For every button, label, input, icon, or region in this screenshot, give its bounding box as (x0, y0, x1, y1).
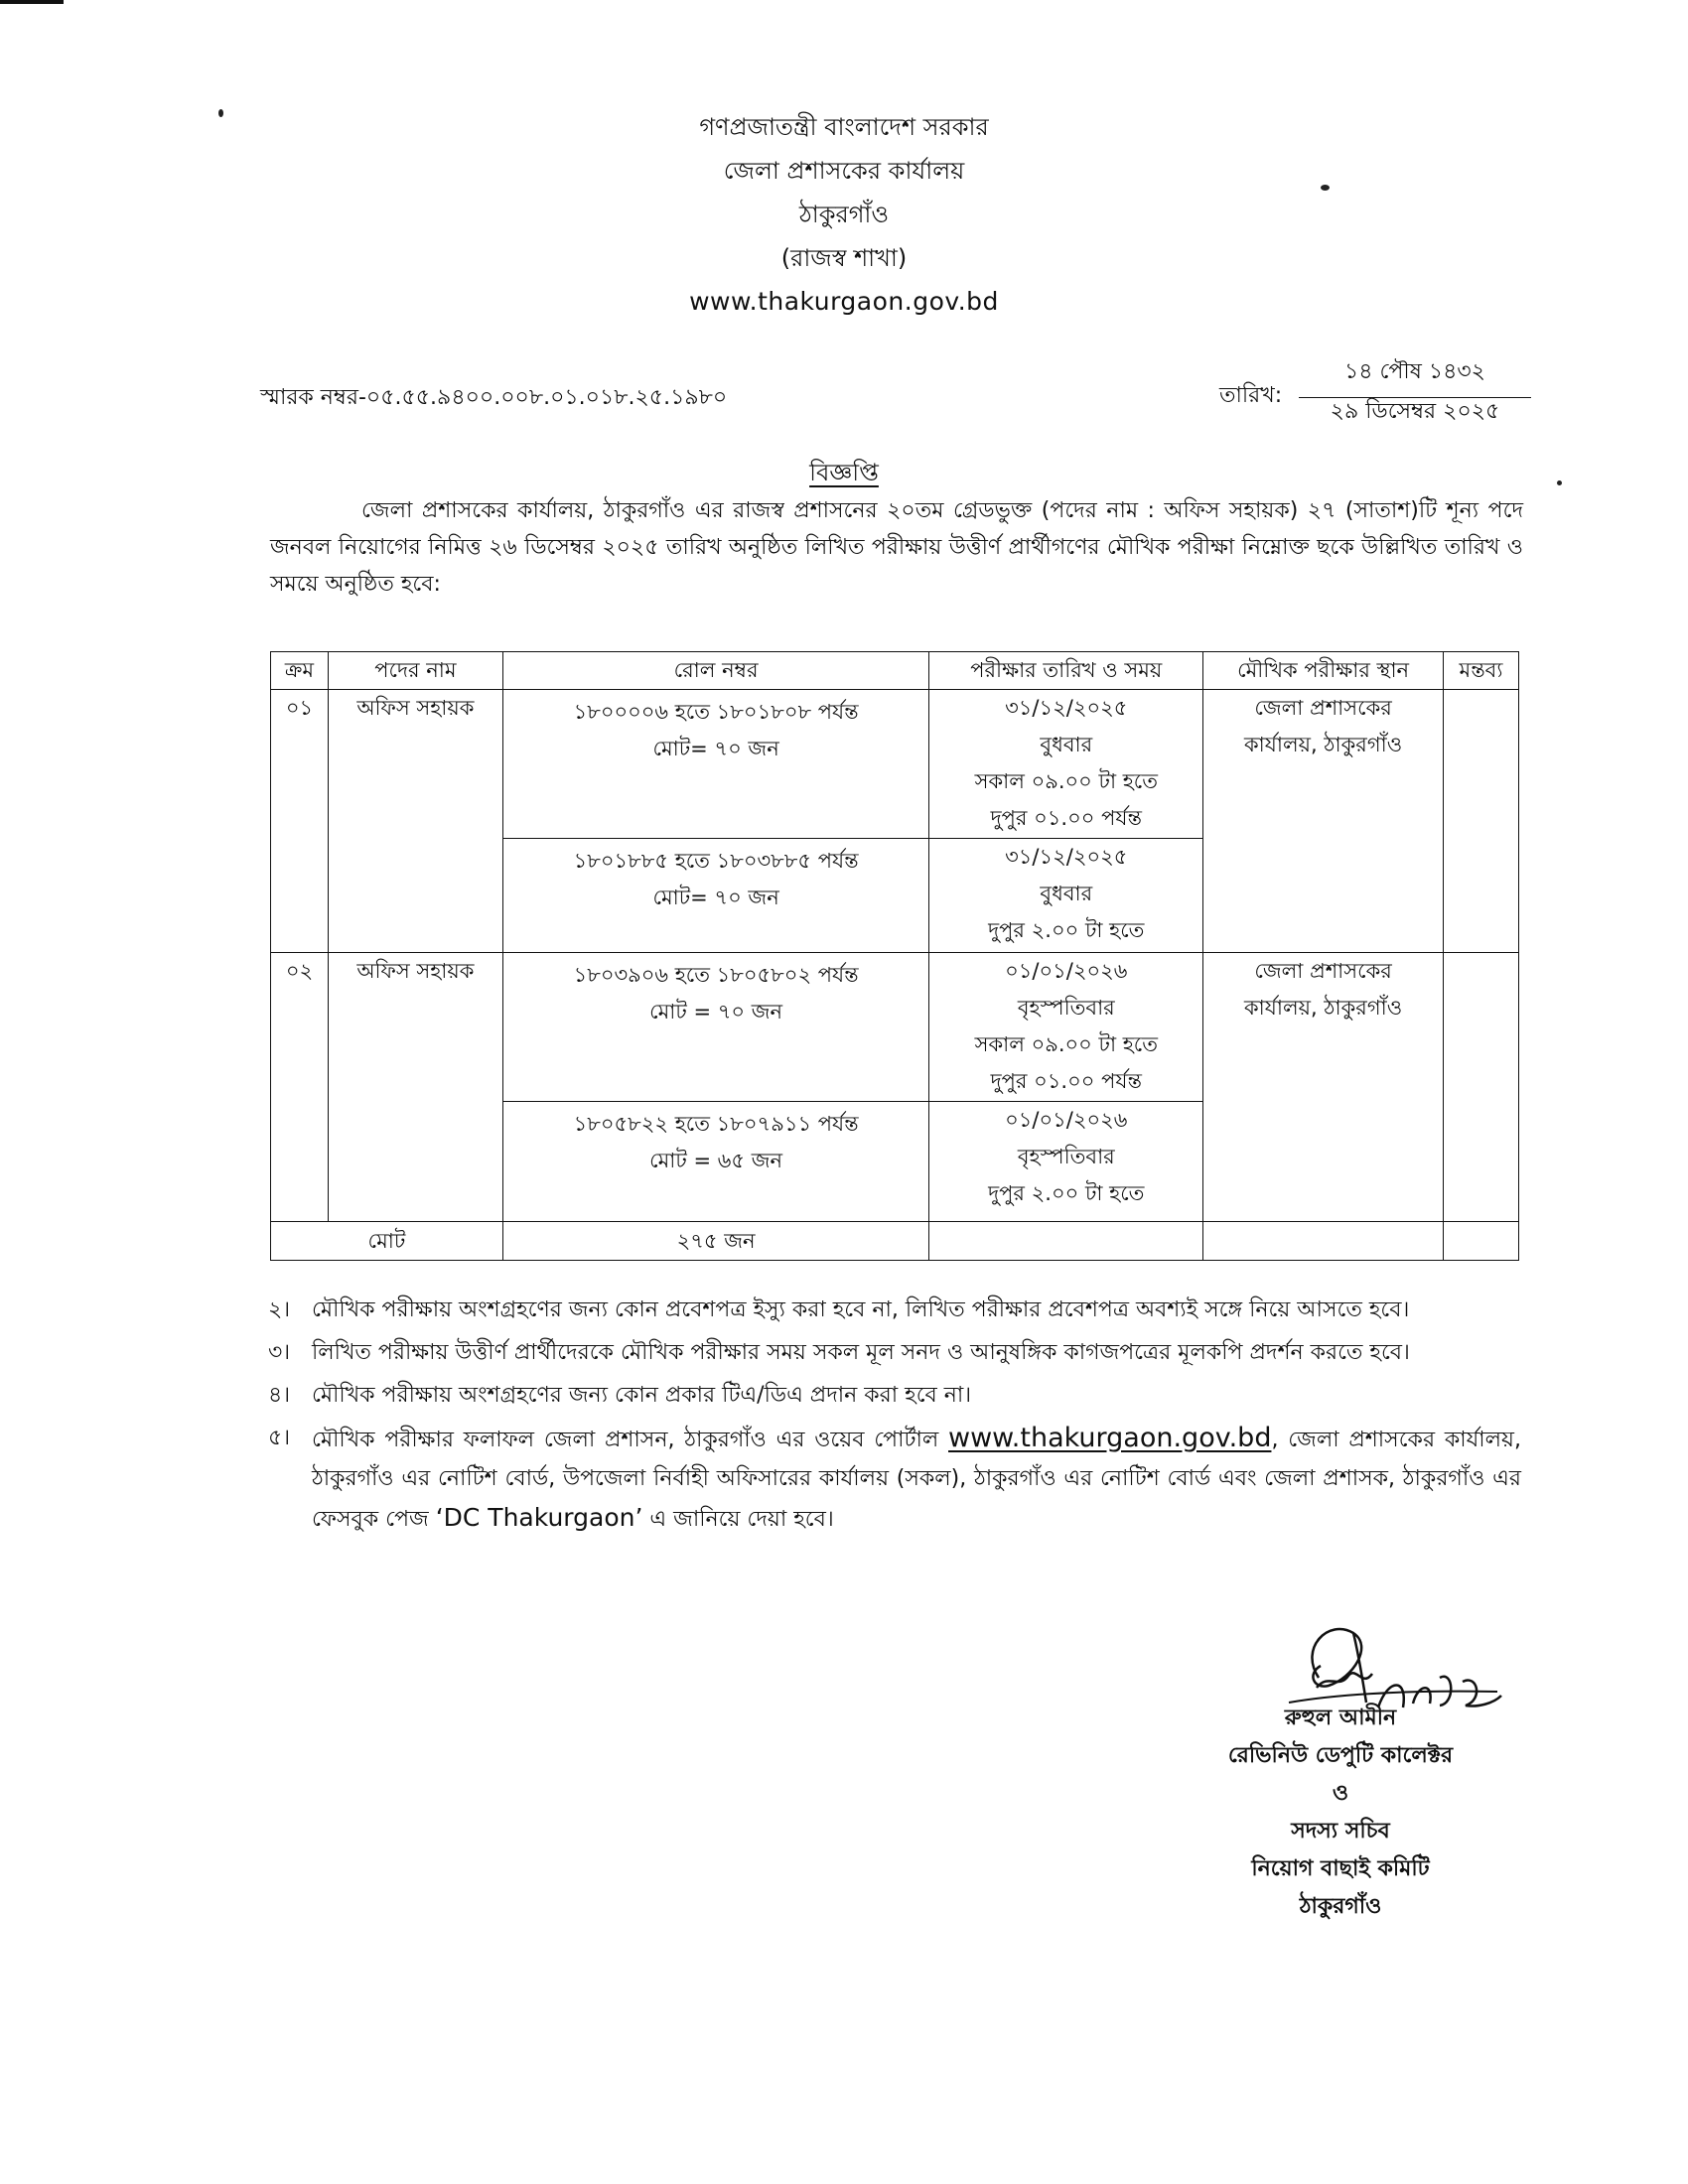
venue-line: কার্যালয়, ঠাকুরগাঁও (1243, 733, 1403, 756)
letterhead (0, 105, 1688, 324)
notice-title-text: বিজ্ঞপ্তি (809, 459, 879, 486)
signatory-block (1182, 1700, 1499, 1926)
empty-cell (929, 1222, 1203, 1261)
notice-intro: জেলা প্রশাসকের কার্যালয়, ঠাকুরগাঁও এর রাজস্ব প্রশাসনের ২০তম গ্রেডভুক্ত (পদের নাম : অফিস সহায়ক) ২৭ (সাতাশ)টি শূন্য পদে জনবল নিয়োগের নিমিত্ত ২৬ ডিসেম্বর ২০২৫ তারিখ অনুষ্ঠিত লিখিত পরীক্ষায় উত্তীর্ণ প্রার্থীগণের মৌখিক পরীক্ষা নিম্নোক্ত ছকে উল্লিখিত তারিখ ও সময়ে অনুষ্ঠিত হবে: (270, 498, 1523, 597)
table-row (271, 953, 1519, 1102)
signatory-name: রুহুল আমীন (1284, 1706, 1397, 1730)
venue-cell (1203, 690, 1444, 953)
signatory-district: ঠাকুরগাঁও (1299, 1894, 1382, 1919)
post-cell: অফিস সহায়ক (328, 690, 502, 953)
exam-time-end: দুপুর ০১.০০ পর্যন্ত (990, 1069, 1142, 1093)
government-name: গণপ্রজাতন্ত্রী বাংলাদেশ সরকার (699, 113, 989, 141)
roll-range: ১৮০৩৯০৬ হতে ১৮০৫৮০২ পর্যন্ত (573, 963, 859, 987)
date-bangla: ১৪ পৌষ ১৪৩২ (1299, 354, 1531, 398)
roll-cell (502, 953, 929, 1102)
venue-line: জেলা প্রশাসকের (1254, 696, 1392, 720)
exam-day: বৃহস্পতিবার (1017, 1145, 1115, 1168)
exam-time-start: সকাল ০৯.০০ টা হতে (974, 1032, 1158, 1056)
signatory-and: ও (1332, 1781, 1349, 1806)
roll-total: মোট = ৭০ জন (649, 1000, 783, 1024)
signatory-designation: রেভিনিউ ডেপুটি কালেক্টর (1227, 1743, 1454, 1768)
roll-total: মোট= ৭০ জন (652, 737, 779, 760)
note-item (268, 1419, 1521, 1539)
post-cell: অফিস সহায়ক (328, 953, 502, 1222)
note-text: মৌখিক পরীক্ষার ফলাফল জেলা প্রশাসন, ঠাকুরগাঁও এর ওয়েব পোর্টাল (312, 1428, 949, 1452)
note-text: মৌখিক পরীক্ষায় অংশগ্রহণের জন্য কোন প্রকার টিএ/ডিএ প্রদান করা হবে না। (312, 1383, 972, 1408)
table-row (271, 690, 1519, 839)
branch-name: (রাজস্ব শাখা) (780, 244, 908, 272)
scan-mark (0, 0, 64, 4)
remarks-cell (1443, 690, 1518, 953)
note-number: ৩। (268, 1340, 291, 1365)
exam-time-start: সকাল ০৯.০০ টা হতে (974, 769, 1158, 793)
venue-cell (1203, 953, 1444, 1222)
exam-day: বুধবার (1040, 882, 1093, 905)
header-datetime: পরীক্ষার তারিখ ও সময় (929, 652, 1203, 690)
note-text: লিখিত পরীক্ষায় উত্তীর্ণ প্রার্থীদেরকে মৌখিক পরীক্ষার সময় সকল মূল সনদ ও আনুষঙ্গিক কাগজপত্রের মূলকপি প্রদর্শন করতে হবে। (312, 1340, 1410, 1365)
roll-range: ১৮০০০০৬ হতে ১৮০১৮০৮ পর্যন্ত (573, 700, 859, 724)
note-item (268, 1376, 1521, 1415)
exam-schedule-table (270, 651, 1519, 1261)
serial-cell: ০২ (271, 953, 329, 1222)
website-text: www.thakurgaon.gov.bd (689, 287, 999, 316)
note-number: ৫। (268, 1426, 291, 1450)
table-header-row (271, 652, 1519, 690)
empty-cell (1203, 1222, 1444, 1261)
serial-cell: ০১ (271, 690, 329, 953)
note-number: ২। (268, 1297, 291, 1322)
datetime-cell (929, 1102, 1203, 1222)
exam-time-end: দুপুর ০১.০০ পর্যন্ত (990, 806, 1142, 830)
empty-cell (1443, 1222, 1518, 1261)
notes-list (268, 1291, 1521, 1543)
roll-cell (502, 1102, 929, 1222)
remarks-cell (1443, 953, 1518, 1222)
datetime-cell (929, 953, 1203, 1102)
exam-date: ৩১/১২/২০২৫ (1005, 696, 1128, 720)
header-remarks: মন্তব্য (1443, 652, 1518, 690)
note-text: এ জানিয়ে দেয়া হবে। (642, 1507, 834, 1532)
exam-day: বৃহস্পতিবার (1017, 996, 1115, 1020)
roll-cell (502, 839, 929, 953)
header-post: পদের নাম (328, 652, 502, 690)
roll-cell (502, 690, 929, 839)
exam-date: ০১/০১/২০২৬ (1005, 1108, 1128, 1132)
signatory-committee: নিয়োগ বাছাই কমিটি (1251, 1856, 1430, 1881)
exam-date: ৩১/১২/২০২৫ (1005, 845, 1128, 869)
note-item (268, 1333, 1521, 1372)
website-link[interactable]: www.thakurgaon.gov.bd (948, 1423, 1272, 1453)
total-value: ২৭৫ জন (502, 1222, 929, 1261)
total-label: মোট (271, 1222, 503, 1261)
exam-time-start: দুপুর ২.০০ টা হতে (988, 1181, 1145, 1205)
table-total-row (271, 1222, 1519, 1261)
date-gregorian: ২৯ ডিসেম্বর ২০২৫ (1330, 399, 1500, 424)
venue-line: কার্যালয়, ঠাকুরগাঁও (1243, 996, 1403, 1020)
header-venue: মৌখিক পরীক্ষার স্থান (1203, 652, 1444, 690)
header-roll: রোল নম্বর (502, 652, 929, 690)
roll-total: মোট= ৭০ জন (652, 886, 779, 909)
note-number: ৪। (268, 1383, 291, 1408)
roll-range: ১৮০৫৮২২ হতে ১৮০৭৯১১ পর্যন্ত (573, 1112, 859, 1136)
memo-number: স্মারক নম্বর-০৫.৫৫.৯৪০০.০০৮.০১.০১৮.২৫.১৯৮০ (260, 385, 728, 410)
roll-total: মোট = ৬৫ জন (649, 1149, 783, 1172)
datetime-cell (929, 690, 1203, 839)
exam-time-start: দুপুর ২.০০ টা হতে (988, 918, 1145, 942)
roll-range: ১৮০১৮৮৫ হতে ১৮০৩৮৮৫ পর্যন্ত (573, 849, 859, 873)
date-label: তারিখ: (1219, 383, 1283, 408)
venue-line: জেলা প্রশাসকের (1254, 959, 1392, 983)
note-item (268, 1291, 1521, 1329)
district-name: ঠাকুরগাঁও (798, 201, 890, 228)
notice-title (0, 455, 1688, 494)
datetime-cell (929, 839, 1203, 953)
note-text: মৌখিক পরীক্ষায় অংশগ্রহণের জন্য কোন প্রবেশপত্র ইস্যু করা হবে না, লিখিত পরীক্ষার প্রবেশপত্র অবশ্যই সঙ্গে নিয়ে আসতে হবে। (312, 1297, 1410, 1322)
note-text: , জেলা প্রশাসকের কার্যালয়, ঠাকুরগাঁও এর নোটিশ বোর্ড, উপজেলা নির্বাহী অফিসারের কার্যালয় (সকল), ঠাকুরগাঁও এর নোটিশ বোর্ড এবং জেলা প্রশাসক, ঠাকুরগাঁও এর ফেসবুক পেজ (312, 1428, 1521, 1532)
office-name: জেলা প্রশাসকের কার্যালয় (723, 157, 965, 185)
exam-day: বুধবার (1040, 733, 1093, 756)
signatory-role: সদস্য সচিব (1291, 1819, 1390, 1843)
exam-date: ০১/০১/২০২৬ (1005, 959, 1128, 983)
facebook-page-name: ‘DC Thakurgaon’ (435, 1503, 643, 1532)
header-serial: ক্রম (271, 652, 329, 690)
